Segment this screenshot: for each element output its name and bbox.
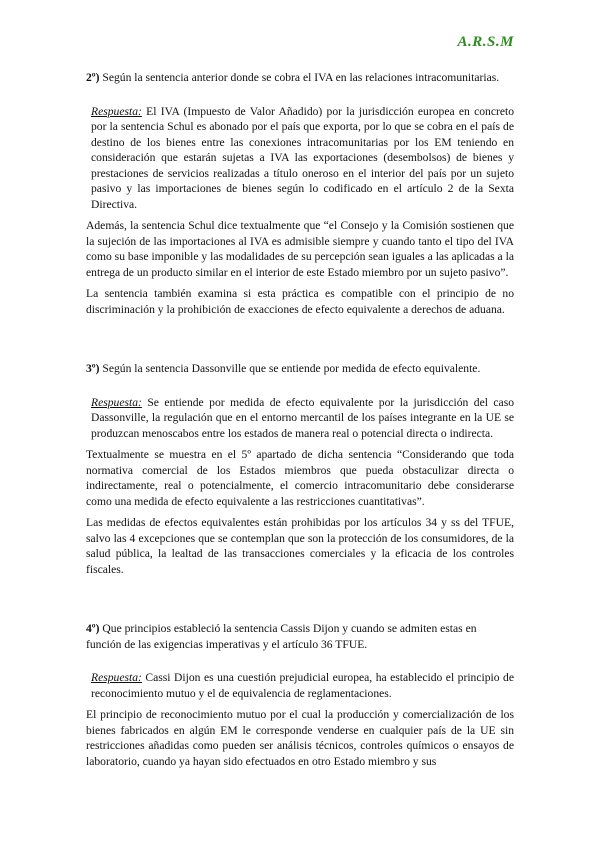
answer-paragraph: El principio de reconocimiento mutuo por el cual la producción y comercialización de los bienes fabricados en algún EM le corresponde venderse en cualquier país de la UE sin restricciones añadidas como pueden ser análisis técnicos, controles químicos o ensayos de laboratorio, cuando ya hayan sido efectuados en otro Estado miembro y sus [86,708,514,768]
question-body: Según la sentencia Dassonville que se entiende por medida de efecto equivalente. [102,362,481,375]
answer-paragraph: Las medidas de efectos equivalentes están prohibidas por los artículos 34 y ss del TFUE, salvo las 4 excepciones que se contemplan que son la protección de los consumidores, de la salud pública, la lealtad de las transacciones comerciales y la eficacia de los controles fiscales. [86,516,514,576]
section-question-3 [86,361,514,577]
answer-paragraph: Textualmente se muestra en el 5º apartado de dicha sentencia “Considerando que toda normativa comercial de los Estados miembros que pueda obstaculizar directa o indirectamente, real o potencialmente, el comercio intracomunitario debe considerarse como una medida de efecto equivalente a las restricciones cuantitativas”. [86,448,514,508]
question-number: 3º) [86,362,100,375]
question-number: 2º) [86,71,100,84]
answer-paragraph: Además, la sentencia Schul dice textualmente que “el Consejo y la Comisión sostienen que la sujeción de las importaciones al IVA es admisible siempre y cuando tanto el tipo del IVA como su base imponible y las modalidades de su percepción sean iguales a las aplicadas a la entrega de un producto similar en el interior de este Estado miembro por un sujeto pasivo”. [86,219,514,279]
response-label: Respuesta: [91,104,142,118]
response-label: Respuesta: [91,395,142,409]
section-question-4 [86,621,514,769]
section-question-2 [86,70,514,317]
answer-text: Cassi Dijon es una cuestión prejudicial europea, ha establecido el principio de reconocimiento mutuo y el de equivalencia de reglamentaciones. [91,671,514,700]
answer-text: Se entiende por medida de efecto equivalente por la jurisdicción del caso Dassonville, la regulación que en el entorno mercantil de los países integrante en la UE se produzcan menoscabos entre los estados de manera real o potencial directa o indirecta. [91,395,515,440]
author-initials: A.R.S.M [457,34,514,50]
question-body: Según la sentencia anterior donde se cobra el IVA en las relaciones intracomunitarias. [102,71,500,84]
question-number: 4º) [86,622,100,635]
document-body [86,70,514,775]
question-text [86,621,514,652]
answer-paragraph [86,395,514,442]
answer-paragraph [86,104,514,213]
answer-paragraph [86,670,514,701]
question-text [86,361,514,377]
answer-paragraph: La sentencia también examina si esta práctica es compatible con el principio de no discriminación y la prohibición de exacciones de efecto equivalente a derechos de aduana. [86,287,514,316]
question-text [86,70,514,86]
answer-text: El IVA (Impuesto de Valor Añadido) por la jurisdicción europea en concreto por la sentencia Schul es abonado por el país que exporta, por lo que se cobra en el país de destino de los bienes entre las conexiones intracomunitarias por los EM teniendo en consideración que estarán sujetas a IVA las exportaciones (desembolsos) de bienes y prestaciones de servicios realizadas a título oneroso en el interior del país por un sujeto pasivo y las importaciones de bienes según lo codificado en el artículo 2 de la Sexta Directiva. [91,104,514,211]
question-body: Que principios estableció la sentencia Cassis Dijon y cuando se admiten estas en función de las exigencias imperativas y el artículo 36 TFUE. [86,622,477,651]
response-label: Respuesta: [91,671,142,684]
